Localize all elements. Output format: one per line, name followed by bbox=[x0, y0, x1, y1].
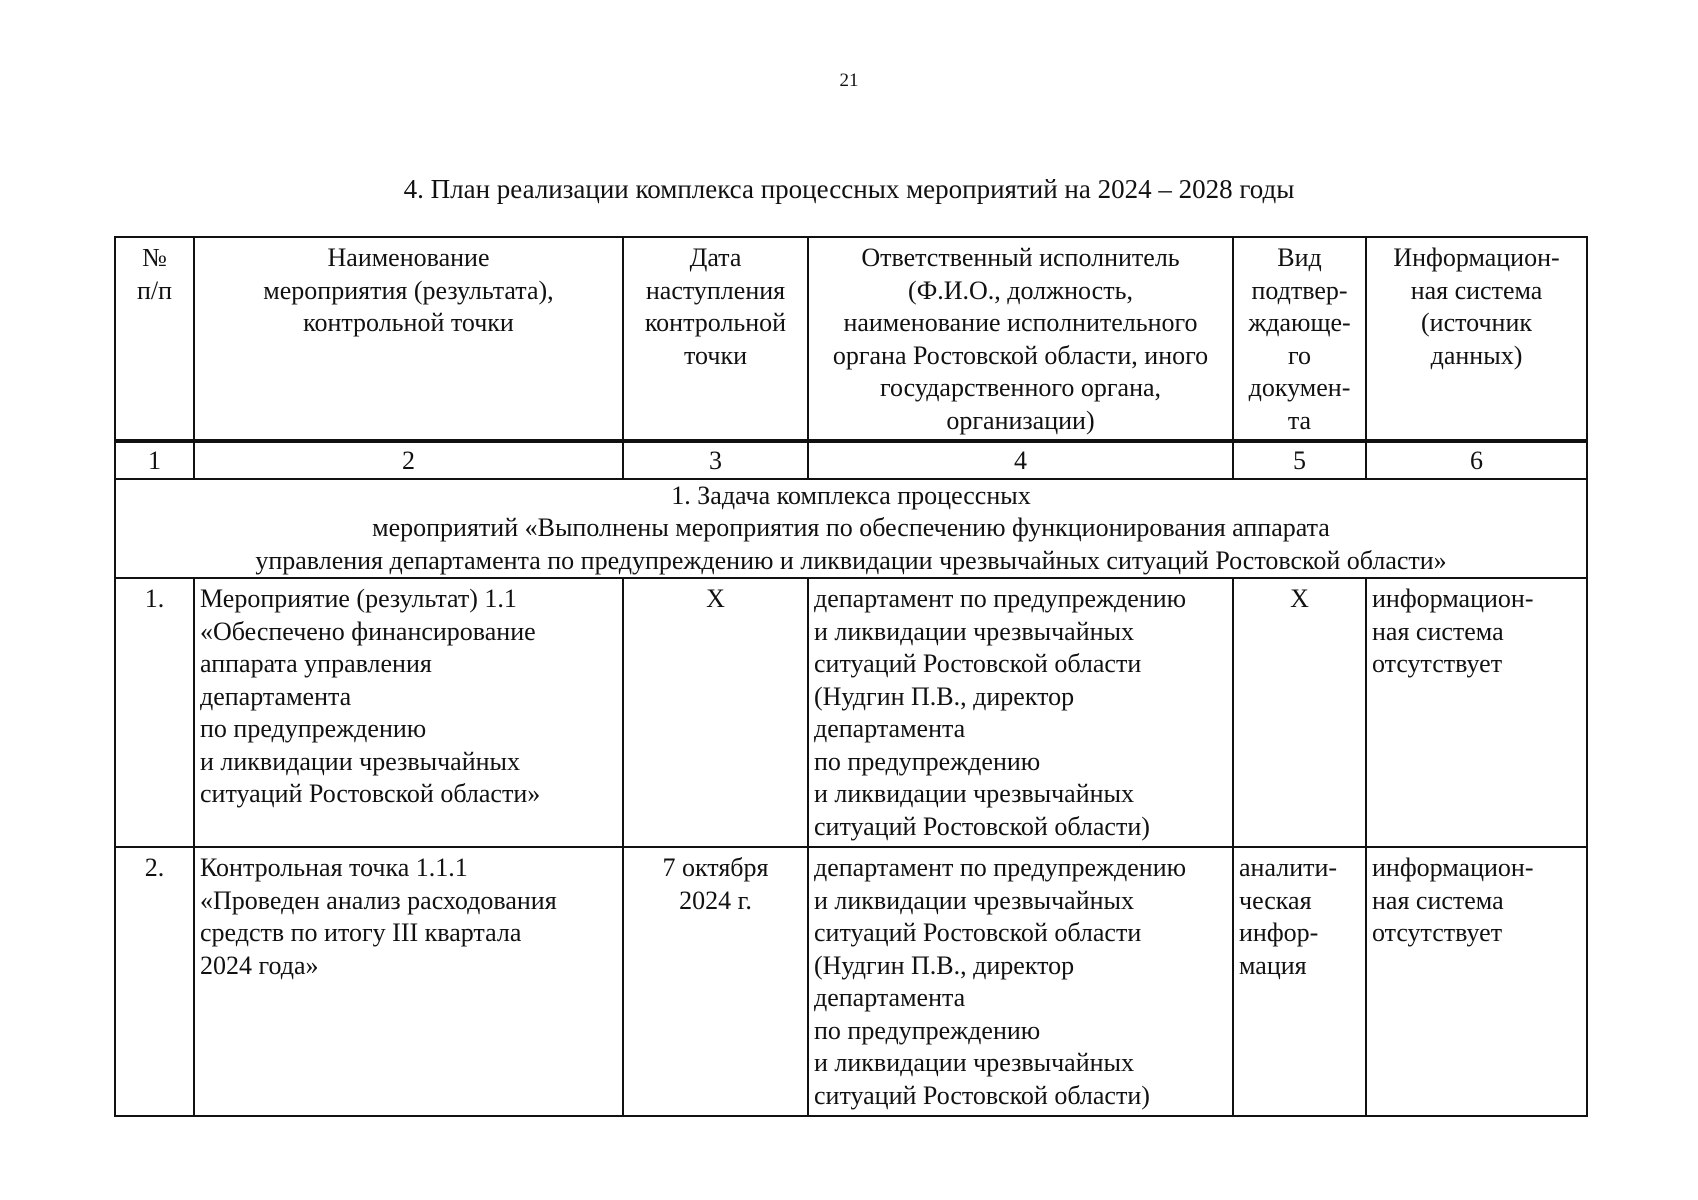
table-row bbox=[115, 847, 1587, 1116]
header-document-type: Вид подтвер- ждающе- го докумен- та bbox=[1233, 237, 1366, 441]
page-title: 4. План реализации комплекса процессных мероприятий на 2024 – 2028 годы bbox=[403, 174, 1295, 204]
page-number: 21 bbox=[839, 70, 859, 91]
row-date: 7 октября 2024 г. bbox=[623, 847, 808, 1116]
row-number: 2. bbox=[115, 847, 194, 1116]
row-document-type: аналити- ческая инфор- мация bbox=[1233, 847, 1366, 1116]
column-number: 6 bbox=[1366, 441, 1587, 479]
header-name: Наименование мероприятия (результата), контрольной точки bbox=[194, 237, 623, 441]
column-number: 5 bbox=[1233, 441, 1366, 479]
header-row bbox=[115, 237, 1587, 441]
row-responsible: департамент по предупреждению и ликвидации чрезвычайных ситуаций Ростовской области (Нудгин П.В., директор департамента по предупреждению и ликвидации чрезвычайных ситуаций Ростовской области) bbox=[808, 578, 1233, 847]
row-name: Мероприятие (результат) 1.1 «Обеспечено финансирование аппарата управления департамента по предупреждению и ликвидации чрезвычайных ситуаций Ростовской области» bbox=[194, 578, 623, 847]
column-number: 4 bbox=[808, 441, 1233, 479]
table-row bbox=[115, 578, 1587, 847]
header-responsible: Ответственный исполнитель (Ф.И.О., должность, наименование исполнительного органа Ростовской области, иного государственного органа, организации) bbox=[808, 237, 1233, 441]
row-number: 1. bbox=[115, 578, 194, 847]
column-number: 1 bbox=[115, 441, 194, 479]
column-number: 3 bbox=[623, 441, 808, 479]
header-number: № п/п bbox=[115, 237, 194, 441]
header-date: Дата наступления контрольной точки bbox=[623, 237, 808, 441]
column-number-row bbox=[115, 441, 1587, 479]
task-heading: 1. Задача комплекса процессных мероприятий «Выполнены мероприятия по обеспечению функционирования аппарата управления департамента по предупреждению и ликвидации чрезвычайных ситуаций Ростовской области» bbox=[115, 479, 1587, 579]
task-row bbox=[115, 479, 1587, 579]
row-name: Контрольная точка 1.1.1 «Проведен анализ расходования средств по итогу III квартала 2024 года» bbox=[194, 847, 623, 1116]
row-responsible: департамент по предупреждению и ликвидации чрезвычайных ситуаций Ростовской области (Нудгин П.В., директор департамента по предупреждению и ликвидации чрезвычайных ситуаций Ростовской области) bbox=[808, 847, 1233, 1116]
plan-table bbox=[114, 236, 1588, 1117]
column-number: 2 bbox=[194, 441, 623, 479]
row-information-system: информацион- ная система отсутствует bbox=[1366, 847, 1587, 1116]
row-document-type: Х bbox=[1233, 578, 1366, 847]
row-information-system: информацион- ная система отсутствует bbox=[1366, 578, 1587, 847]
header-information-system: Информацион- ная система (источник данных) bbox=[1366, 237, 1587, 441]
row-date: Х bbox=[623, 578, 808, 847]
